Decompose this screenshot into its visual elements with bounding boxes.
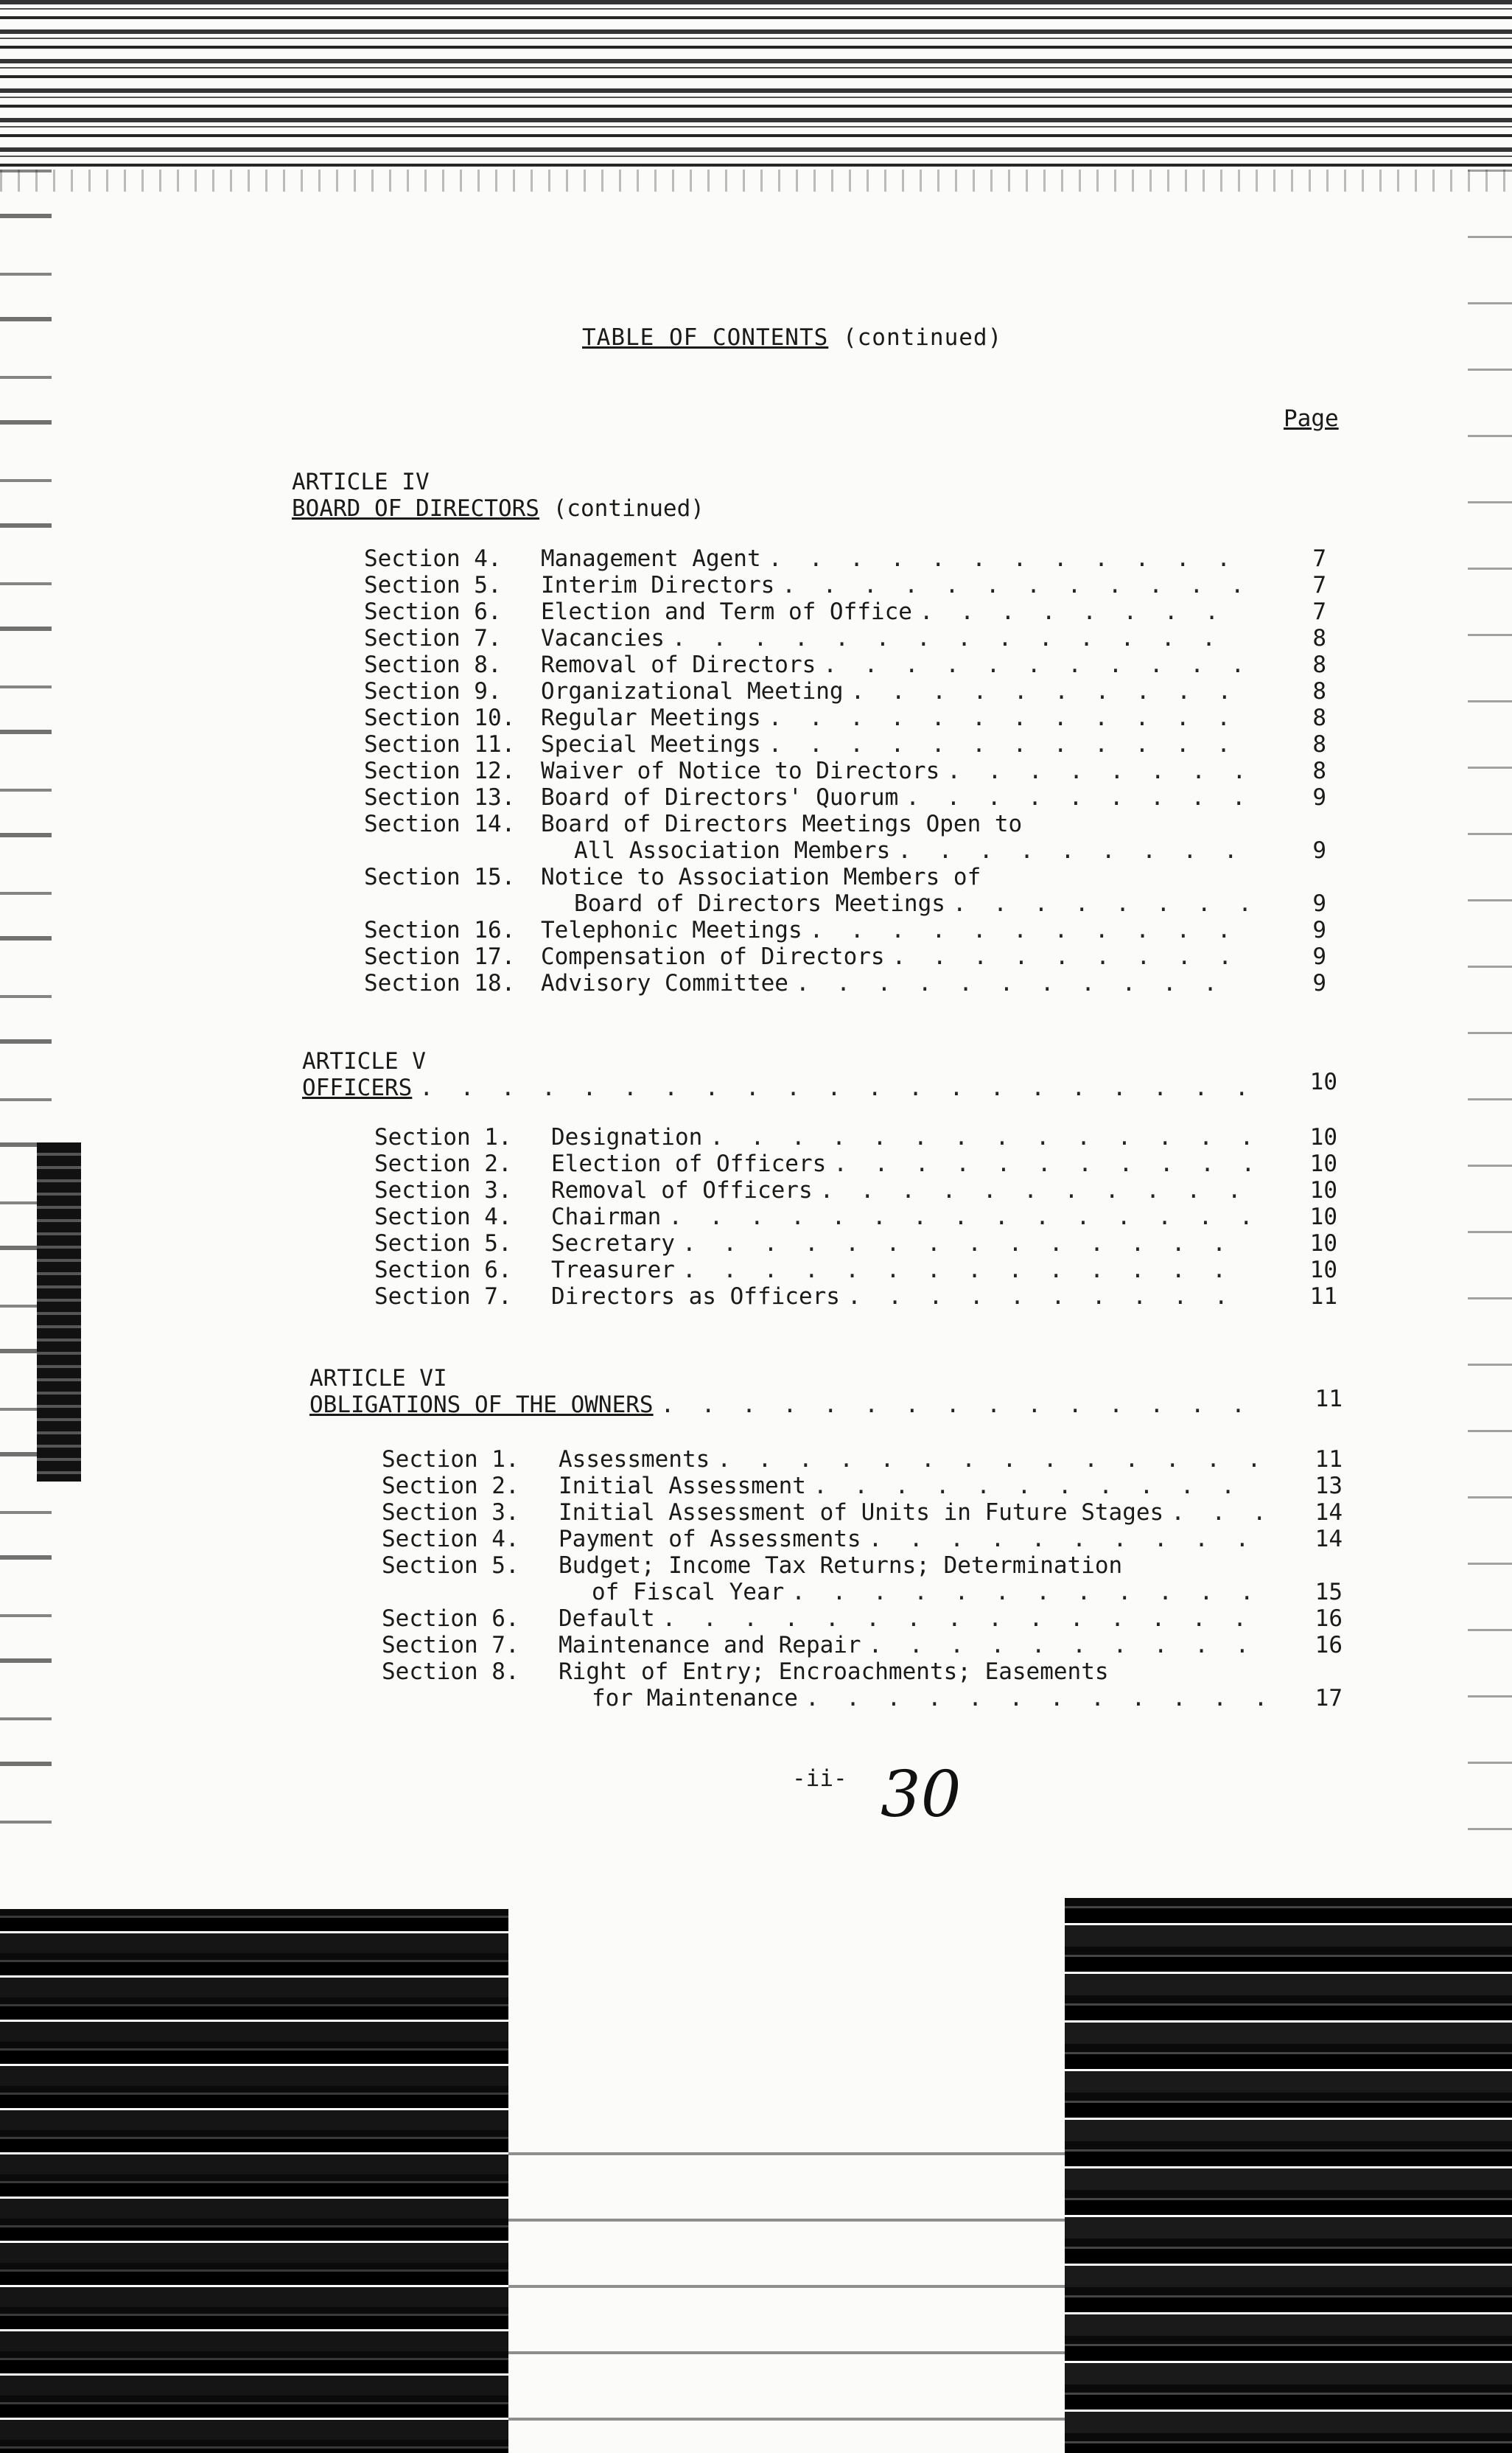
section-number: Section 7. [374,1283,512,1310]
section-page-number: 10 [1309,1177,1337,1204]
leader-dots [668,1204,1259,1230]
title-suffix: (continued) [842,324,1003,351]
leader-dots [710,1124,1259,1151]
toc-entry [364,917,1248,943]
scan-noise-left-block [37,1142,81,1482]
leader-dots [717,1446,1266,1473]
leader-dots [805,1685,1266,1711]
leader-dots [796,970,1248,997]
scan-noise-top-dots [0,170,1512,192]
article-subheading: OBLIGATIONS OF THE OWNERS [309,1392,654,1418]
section-number: Section 18. [364,970,516,997]
section-page-number: 11 [1315,1446,1343,1473]
toc-entry [382,1526,1266,1552]
section-number: Section 17. [364,943,516,970]
section-title: Compensation of Directors [541,943,885,970]
toc-entry [364,705,1248,731]
section-title: Special Meetings [541,731,761,758]
section-title: Interim Directors [541,572,775,599]
toc-entry [364,784,1248,811]
section-page-number: 16 [1315,1632,1343,1658]
section-title: Board of Directors' Quorum [541,784,899,811]
toc-entry [374,1151,1259,1177]
toc-entry [364,731,1248,758]
leader-dots [791,1579,1266,1605]
article-subheading: OFFICERS [302,1075,413,1101]
section-title: Election of Officers [551,1151,827,1177]
section-number: Section 12. [364,758,516,784]
leader-dots [661,1392,1260,1418]
section-number: Section 7. [364,625,502,652]
article-vi-heading [309,1365,1260,1418]
toc-entry [364,678,1248,705]
section-title-continuation: Board of Directors Meetings [574,890,945,917]
section-page-number: 9 [1312,943,1326,970]
section-page-number: 7 [1312,545,1326,572]
section-page-number: 10 [1309,1230,1337,1257]
section-number: Section 4. [364,545,502,572]
leader-dots [769,731,1248,758]
section-number: Section 14. [364,811,516,837]
article-heading: ARTICLE IV [292,469,430,495]
toc-entry [364,572,1248,599]
section-page-number: 14 [1315,1499,1343,1526]
section-number: Section 6. [382,1605,519,1632]
leader-dots [682,1257,1259,1283]
toc-entry [364,652,1248,678]
section-number: Section 1. [374,1124,512,1151]
leader-dots [897,837,1248,864]
leader-dots [662,1605,1266,1632]
leader-dots [782,572,1248,599]
section-number: Section 15. [364,864,516,890]
toc-entry-continuation [592,1579,1266,1605]
section-page-number: 13 [1315,1473,1343,1499]
section-title: Organizational Meeting [541,678,844,705]
section-number: Section 6. [364,599,502,625]
article-subheading-line [302,1075,1253,1101]
scan-noise-left-edge [0,170,52,1865]
section-page-number: 10 [1309,1151,1337,1177]
section-number: Section 2. [382,1473,519,1499]
section-number: Section 2. [374,1151,512,1177]
section-title: Secretary [551,1230,675,1257]
section-title: Treasurer [551,1257,675,1283]
section-title: Removal of Directors [541,652,816,678]
scan-noise-bottom-stripes [508,2123,1065,2453]
section-number: Section 5. [382,1552,519,1579]
leader-dots [769,545,1248,572]
section-title: Default [559,1605,655,1632]
page-footer-number: -ii- [792,1765,847,1792]
leader-dots [953,890,1248,917]
leader-dots [672,625,1248,652]
section-number: Section 4. [382,1526,519,1552]
section-page-number: 8 [1312,731,1326,758]
leader-dots [947,758,1248,784]
article-heading: ARTICLE VI [309,1365,447,1392]
toc-entry [364,943,1248,970]
section-page-number: 16 [1315,1605,1343,1632]
scan-noise-top [0,0,1512,170]
article-subheading: BOARD OF DIRECTORS [292,495,539,522]
section-title: Removal of Officers [551,1177,813,1204]
leader-dots [810,917,1248,943]
section-title: Budget; Income Tax Returns; Determination [559,1552,1123,1579]
leader-dots [847,1283,1259,1310]
toc-entry [382,1658,1109,1685]
section-number: Section 3. [374,1177,512,1204]
section-number: Section 9. [364,678,502,705]
page-column-header: Page [1284,405,1339,432]
section-number: Section 13. [364,784,516,811]
section-page-number: 7 [1312,599,1326,625]
leader-dots [1171,1499,1266,1526]
toc-entry [364,625,1248,652]
section-page-number: 17 [1315,1685,1343,1711]
article-subheading-line [309,1392,1260,1418]
section-title: Chairman [551,1204,662,1230]
article-v-page: 10 [1309,1069,1337,1095]
section-page-number: 15 [1315,1579,1343,1605]
leader-dots [833,1151,1259,1177]
title-text: TABLE OF CONTENTS [582,324,829,351]
section-number: Section 16. [364,917,516,943]
section-page-number: 9 [1312,970,1326,997]
toc-entry [364,599,1248,625]
section-number: Section 7. [382,1632,519,1658]
toc-entry [382,1446,1266,1473]
section-page-number: 9 [1312,917,1326,943]
section-number: Section 3. [382,1499,519,1526]
section-title: Management Agent [541,545,761,572]
leader-dots [869,1526,1266,1552]
section-page-number: 10 [1309,1124,1337,1151]
scan-noise-bottom-left [0,1909,508,2453]
leader-dots [419,1075,1253,1101]
section-number: Section 8. [382,1658,519,1685]
toc-entry [382,1605,1266,1632]
section-title: Vacancies [541,625,665,652]
toc-entry-continuation [574,890,1248,917]
section-title: Payment of Assessments [559,1526,861,1552]
section-title: Initial Assessment of Units in Future Stages [559,1499,1164,1526]
section-page-number: 8 [1312,652,1326,678]
article-vi-page: 11 [1315,1386,1343,1412]
section-number: Section 10. [364,705,516,731]
section-number: Section 8. [364,652,502,678]
section-title: Maintenance and Repair [559,1632,861,1658]
section-page-number: 9 [1312,890,1326,917]
toc-entry [374,1204,1259,1230]
leader-dots [682,1230,1259,1257]
toc-entry [364,864,981,890]
article-subheading-suffix: (continued) [553,495,704,522]
leader-dots [820,1177,1259,1204]
article-heading: ARTICLE V [302,1048,426,1075]
section-title: Regular Meetings [541,705,761,731]
leader-dots [813,1473,1266,1499]
section-title: Waiver of Notice to Directors [541,758,940,784]
section-page-number: 7 [1312,572,1326,599]
section-page-number: 10 [1309,1257,1337,1283]
section-title-continuation: for Maintenance [592,1685,798,1711]
leader-dots [906,784,1248,811]
scan-noise-right-edge [1468,170,1512,1865]
section-page-number: 8 [1312,678,1326,705]
handwritten-page-number: 30 [881,1758,962,1832]
toc-entry [364,758,1248,784]
section-number: Section 1. [382,1446,519,1473]
section-page-number: 8 [1312,758,1326,784]
section-number: Section 11. [364,731,516,758]
toc-entry [382,1473,1266,1499]
toc-entry [374,1283,1259,1310]
toc-entry [374,1177,1259,1204]
toc-entry [382,1499,1266,1526]
section-title: Right of Entry; Encroachments; Easements [559,1658,1109,1685]
toc-entry [382,1552,1122,1579]
section-title: Advisory Committee [541,970,788,997]
toc-entry [374,1124,1259,1151]
section-number: Section 5. [364,572,502,599]
scan-noise-bottom-right [1065,1898,1512,2453]
section-page-number: 14 [1315,1526,1343,1552]
leader-dots [851,678,1248,705]
article-v-heading [302,1048,1253,1101]
section-page-number: 11 [1309,1283,1337,1310]
toc-entry-continuation [574,837,1248,864]
toc-entry [364,970,1248,997]
section-page-number: 10 [1309,1204,1337,1230]
toc-entry [364,545,1248,572]
section-number: Section 6. [374,1257,512,1283]
leader-dots [823,652,1248,678]
section-title-continuation: of Fiscal Year [592,1579,785,1605]
section-page-number: 8 [1312,625,1326,652]
leader-dots [769,705,1248,731]
section-title: Designation [551,1124,703,1151]
leader-dots [892,943,1248,970]
article-iv-heading [292,469,704,522]
section-title: Notice to Association Members of [541,864,981,890]
section-page-number: 9 [1312,784,1326,811]
section-title: Directors as Officers [551,1283,840,1310]
section-page-number: 8 [1312,705,1326,731]
section-title: Telephonic Meetings [541,917,802,943]
section-number: Section 4. [374,1204,512,1230]
section-title: Assessments [559,1446,710,1473]
toc-entry-continuation [592,1685,1266,1711]
toc-entry [364,811,1022,837]
section-title-continuation: All Association Members [574,837,891,864]
toc-entry [382,1632,1266,1658]
section-title: Election and Term of Office [541,599,912,625]
toc-entry [374,1257,1259,1283]
section-number: Section 5. [374,1230,512,1257]
section-title: Initial Assessment [559,1473,806,1499]
section-page-number: 9 [1312,837,1326,864]
page-title [582,324,1002,351]
section-title: Board of Directors Meetings Open to [541,811,1023,837]
leader-dots [869,1632,1266,1658]
leader-dots [920,599,1248,625]
toc-entry [374,1230,1259,1257]
